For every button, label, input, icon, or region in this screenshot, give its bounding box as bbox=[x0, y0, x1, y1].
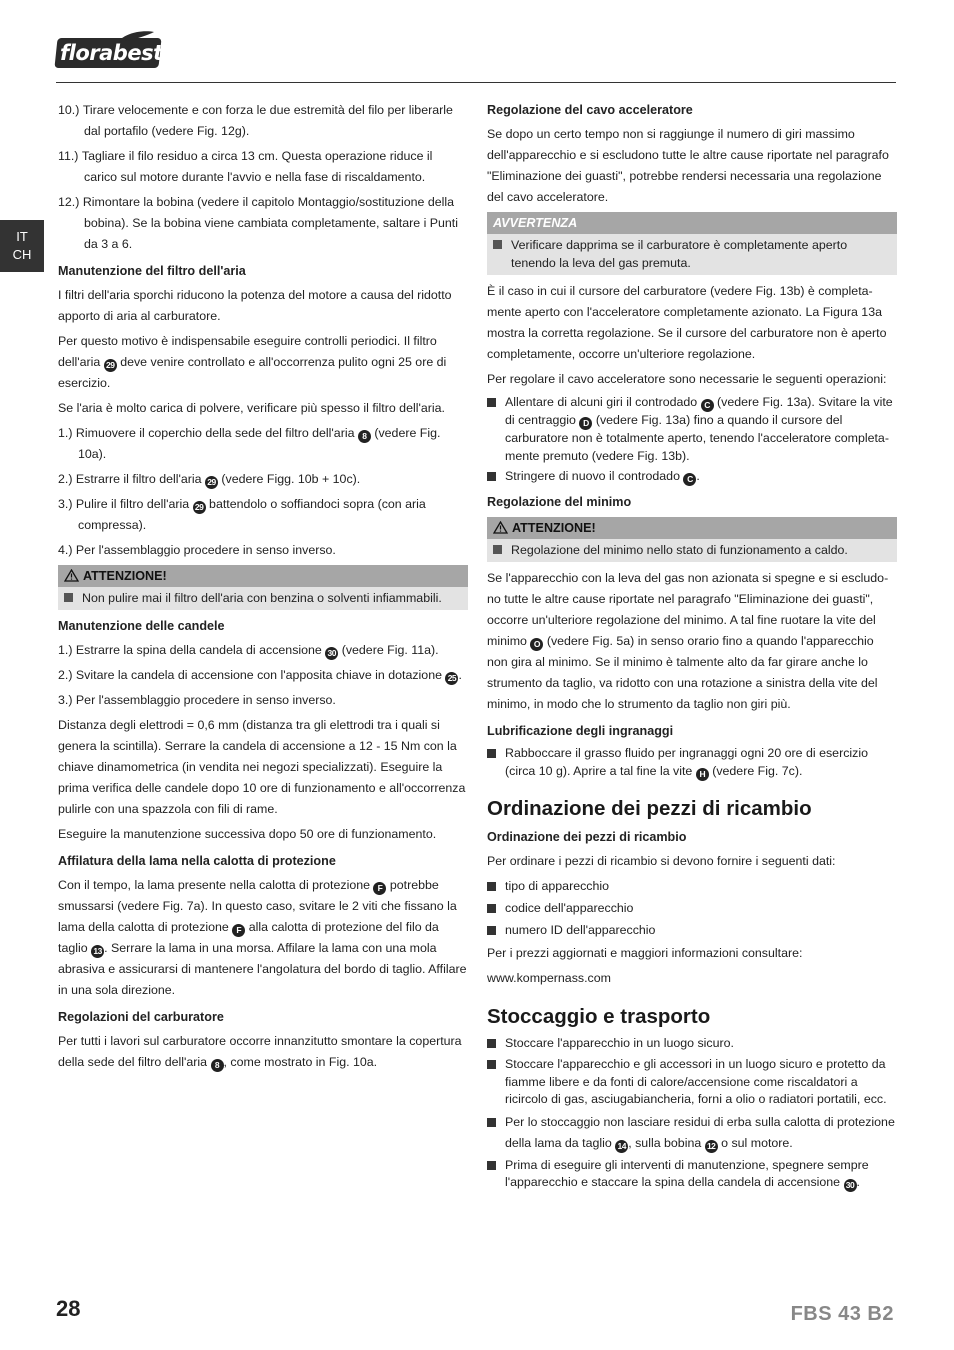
bullet-item: codice dell'apparecchio bbox=[487, 898, 897, 919]
step-item: 1.) Estrarre la spina della candela di accensione 30 (vedere Fig. 11a). bbox=[58, 643, 439, 658]
bullet-item: Rabboccare il grasso fluido per ingranaggi ogni 20 ore di esercizio (circa 10 g). Aprire a tal fine la vite H (vedere Fig. 7c). bbox=[487, 745, 897, 781]
ref-badge: H bbox=[696, 768, 709, 781]
ref-badge: F bbox=[373, 882, 386, 895]
bullet-item: tipo di apparecchio bbox=[487, 876, 897, 897]
ref-badge: 25 bbox=[445, 672, 458, 685]
step-item: 2.) Svitare la candela di accensione con l'apposita chiave in dotazione 25 . bbox=[58, 668, 462, 683]
bullet-item: Allentare di alcuni giri il controdado C (vedere Fig. 13a). Svitare la vite di centraggio D (vedere Fig. 13a) fino a quando il cursore del carburatore non è totalmente aperto, tenendo l'acceleratore completa-mente premuto (vedere Fig. 13b). bbox=[487, 394, 897, 465]
chapter-title: Ordinazione dei pezzi di ricambio bbox=[487, 796, 812, 820]
page-number: 28 bbox=[56, 1296, 81, 1321]
right-column bbox=[487, 100, 897, 1194]
paragraph: Per tutti i lavori sul carburatore occorre innanzitutto smontare la copertura della sede del filtro dell'aria 8 , come mostrato in Fig. 10a. bbox=[58, 1034, 462, 1070]
warning-icon bbox=[493, 521, 508, 534]
ref-badge: O bbox=[530, 638, 543, 651]
left-column bbox=[58, 100, 468, 1077]
ref-badge: 8 bbox=[211, 1059, 224, 1072]
attention-notice: ATTENZIONE! Regolazione del minimo nello stato di funzionamento a caldo. bbox=[487, 517, 897, 562]
list-item: 12.) Rimontare la bobina (vedere il capitolo Montaggio/sostituzione della bobina). Se la bobina viene cambiata completamente, saltare i Punti da 3 a 6. bbox=[58, 195, 459, 251]
section-heading: Regolazioni del carburatore bbox=[58, 1010, 224, 1024]
ref-badge: 13 bbox=[91, 945, 104, 958]
paragraph: Eseguire la manutenzione successiva dopo 50 ore di funzionamento. bbox=[58, 827, 437, 841]
paragraph: Se dopo un certo tempo non si raggiunge il numero di giri massimo dell'apparecchio e si escludono tutte le altre cause riportate nel paragrafo "Eliminazione dei guasti", potrebbe rendersi necessaria una regolazione del cavo acceleratore. bbox=[487, 127, 889, 204]
ref-badge: C bbox=[701, 399, 714, 412]
paragraph: Per questo motivo è indispensabile eseguire controlli periodici. Il filtro dell'aria 29 deve venire controllato e all'occorrenza pulito ogni 25 ore di esercizio. bbox=[58, 334, 447, 390]
paragraph: Per regolare il cavo acceleratore sono necessarie le seguenti operazioni: bbox=[487, 372, 887, 386]
section-heading: Regolazione del minimo bbox=[487, 495, 632, 509]
paragraph: È il caso in cui il cursore del carburatore (vedere Fig. 13b) è completa-mente aperto con l'acceleratore completamente azionato. La Figura 13a mostra la corretta regolazione. Se il cursore del carburatore non è aperto completamente, occorre un'ulteriore regolazione. bbox=[487, 284, 887, 361]
bullet-item: numero ID dell'apparecchio bbox=[487, 920, 897, 941]
paragraph: Se l'apparecchio con la leva del gas non azionata si spegne e si escludo-no tutte le altre cause riportate nel paragrafo "Eliminazione dei guasti", occorre un'ulteriore regolazione del minimo. A tal fine ruotare la vite del minimo O (vedere Fig. 5a) in senso orario fino a quando l'apparecchio non gira al minimo. Se il minimo è talmente alto da far girare anche lo strumento da taglio, va ridotto con una rotazione a sinistra della vite del minimo, in modo che lo strumento da taglio non giri più. bbox=[487, 571, 889, 711]
warning-icon bbox=[64, 569, 79, 582]
section-heading: Affilatura della lama nella calotta di protezione bbox=[58, 854, 336, 868]
paragraph: Distanza degli elettrodi = 0,6 mm (distanza tra gli elettrodi tra i quali si genera la scintilla). Serrare la candela di accensione a 12 - 15 Nm con la chiave dinamometrica (in vendita nei negozi specializzati). Eseguire la prima verifica delle candele dopo 10 ore di funzionamento e all'occorrenza pulirle con una spazzola con fili di rame. bbox=[58, 718, 466, 816]
ref-badge: 30 bbox=[325, 647, 338, 660]
ref-badge: 29 bbox=[205, 476, 218, 489]
paragraph: Per ordinare i pezzi di ricambio si devono fornire i seguenti dati: bbox=[487, 853, 836, 868]
ref-badge: 29 bbox=[104, 359, 117, 372]
chapter-title: Stoccaggio e trasporto bbox=[487, 1004, 711, 1028]
ref-badge: D bbox=[579, 417, 592, 430]
attention-notice: ATTENZIONE! Non pulire mai il filtro dell'aria con benzina o solventi infiammabili. bbox=[58, 565, 468, 610]
section-heading: Lubrificazione degli ingranaggi bbox=[487, 724, 674, 738]
ref-badge: 8 bbox=[358, 430, 371, 443]
step-item: 3.) Per l'assemblaggio procedere in senso inverso. bbox=[58, 693, 336, 707]
ref-badge: 30 bbox=[844, 1179, 857, 1192]
paragraph: Con il tempo, la lama presente nella calotta di protezione F potrebbe smussarsi (vedere Fig. 7a). In questo caso, svitare le 2 viti che fissano la lama della calotta di protezione F alla calotta di protezione del filo da taglio 13 . Serrare la lama in una morsa. Affilare la lama con una mola abrasiva e assicurarsi di mantenere l'angolatura del bordo di taglio. Affilare in una sola direzione. bbox=[58, 878, 467, 997]
section-heading: Manutenzione delle candele bbox=[58, 619, 225, 633]
section-heading: Manutenzione del filtro dell'aria bbox=[58, 264, 246, 278]
bullet-item: Stringere di nuovo il controdado C . bbox=[487, 468, 897, 486]
section-heading: Regolazione del cavo acceleratore bbox=[487, 103, 693, 117]
ref-badge: 12 bbox=[705, 1140, 718, 1153]
language-tab: IT CH bbox=[0, 220, 44, 272]
list-item: 10.) Tirare velocemente e con forza le due estremità del filo per liberarle dal portafilo (vedere Fig. 12g). bbox=[58, 103, 453, 138]
step-item: 4.) Per l'assemblaggio procedere in senso inverso. bbox=[58, 543, 336, 557]
florabest-logo: florabest bbox=[56, 30, 160, 68]
ref-badge: F bbox=[232, 924, 245, 937]
model-number: FBS 43 B2 bbox=[790, 1303, 894, 1325]
step-item: 2.) Estrarre il filtro dell'aria 29 (vedere Figg. 10b + 10c). bbox=[58, 472, 361, 487]
bullet-item: Stoccare l'apparecchio in un luogo sicuro. bbox=[487, 1035, 897, 1053]
header-rule bbox=[56, 82, 896, 83]
bullet-item: Per lo stoccaggio non lasciare residui di erba sulla calotta di protezione della lama da taglio 14 , sulla bobina 12 o sul motore. bbox=[487, 1112, 897, 1154]
website-link[interactable]: www.kompernass.com bbox=[487, 970, 611, 985]
bullet-item: Stoccare l'apparecchio e gli accessori in un luogo sicuro e protetto da fiamme libere e da fonti di calore/accensione come riscaldatori a ricircolo di gas, asciugabiancheria, forni a olio o radiatori portatili, ecc. bbox=[487, 1056, 897, 1109]
step-item: 3.) Pulire il filtro dell'aria 29 battendolo o soffiandoci sopra (con aria compressa). bbox=[58, 497, 426, 532]
section-heading: Ordinazione dei pezzi di ricambio bbox=[487, 829, 687, 844]
step-item: 1.) Rimuovere il coperchio della sede del filtro dell'aria 8 (vedere Fig. 10a). bbox=[58, 426, 441, 461]
ref-badge: 14 bbox=[615, 1140, 628, 1153]
list-item: 11.) Tagliare il filo residuo a circa 13 cm. Questa operazione riduce il carico sul motore durante l'avvio e nella fase di riscaldamento. bbox=[58, 149, 433, 184]
paragraph: I filtri dell'aria sporchi riducono la potenza del motore a causa del ridotto apporto di aria al carburatore. bbox=[58, 288, 452, 323]
warning-notice: AVVERTENZA Verificare dapprima se il carburatore è completamente aperto tenendo la leva del gas premuta. bbox=[487, 212, 897, 275]
bullet-item: Prima di eseguire gli interventi di manutenzione, spegnere sempre l'apparecchio e staccare la spina della candela di accensione 30 . bbox=[487, 1157, 897, 1193]
paragraph: Per i prezzi aggiornati e maggiori informazioni consultare: bbox=[487, 945, 803, 960]
paragraph: Se l'aria è molto carica di polvere, verificare più spesso il filtro dell'aria. bbox=[58, 401, 445, 415]
ref-badge: C bbox=[683, 473, 696, 486]
ref-badge: 29 bbox=[193, 501, 206, 514]
